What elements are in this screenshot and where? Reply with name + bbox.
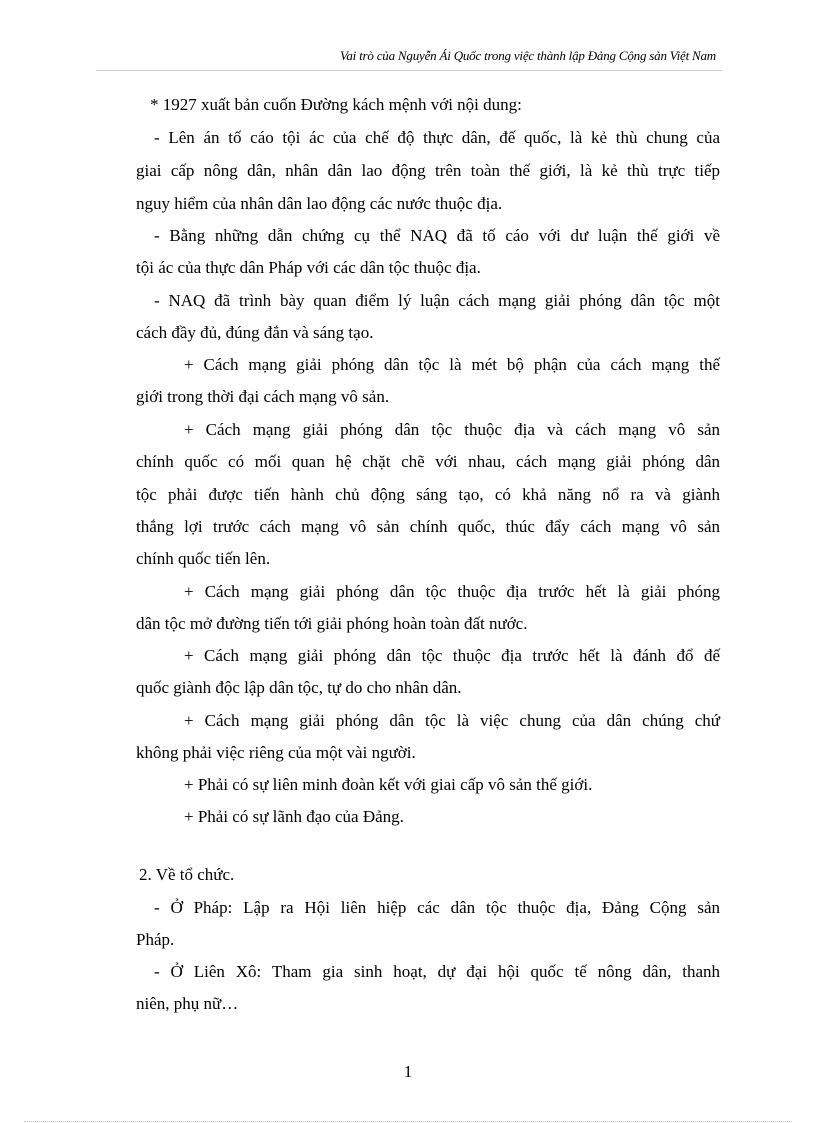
text-line: + Cách mạng giải phóng dân tộc thuộc địa và cách mạng vô sản — [184, 420, 720, 439]
text-line: - Ở Liên Xô: Tham gia sinh hoạt, dự đại hội quốc tế nông dân, thanh — [154, 962, 720, 981]
text-line: chính quốc tiến lên. — [136, 549, 271, 568]
text-line: + Cách mạng giải phóng dân tộc thuộc địa trước hết là giải phóng — [184, 582, 720, 601]
text-line: + Cách mạng giải phóng dân tộc là việc chung của dân chúng chứ — [184, 711, 720, 730]
text-line: - Lên án tố cáo tội ác của chế độ thực dân, đế quốc, là kẻ thù chung của — [154, 128, 720, 147]
text-line: + Phải có sự liên minh đoàn kết với giai cấp vô sản thế giới. — [184, 775, 593, 794]
section-heading: 2. Về tổ chức. — [139, 865, 235, 884]
text-line: + Cách mạng giải phóng dân tộc là mét bộ phận của cách mạng thế — [184, 355, 720, 374]
text-line: cách đầy đủ, đúng đắn và sáng tạo. — [136, 323, 374, 342]
page-number: 1 — [403, 1062, 413, 1081]
text-line: tộc phải được tiến hành chủ động sáng tạo, có khả năng nổ ra và giành — [136, 485, 720, 504]
text-line: Pháp. — [136, 930, 175, 949]
text-line: niên, phụ nữ… — [136, 994, 239, 1013]
text-line: - Ở Pháp: Lập ra Hội liên hiệp các dân tộc thuộc địa, Đảng Cộng sản — [154, 898, 720, 917]
text-line: tội ác của thực dân Pháp với các dân tộc thuộc địa. — [136, 258, 481, 277]
footer-rule — [24, 1121, 792, 1122]
text-line: - Bằng những dẫn chứng cụ thể NAQ đã tố cáo với dư luận thế giới về — [154, 226, 720, 245]
text-line: giới trong thời đại cách mạng vô sản. — [136, 387, 390, 406]
text-line: thắng lợi trước cách mạng vô sản chính quốc, thúc đẩy cách mạng vô sản — [136, 517, 720, 536]
text-line: - NAQ đã trình bày quan điểm lý luận cách mạng giải phóng dân tộc một — [154, 291, 720, 310]
text-line: * 1927 xuất bản cuốn Đường kách mệnh với nội dung: — [150, 95, 522, 114]
text-line: chính quốc có mối quan hệ chặt chẽ với nhau, cách mạng giải phóng dân — [136, 452, 720, 471]
text-line: nguy hiểm của nhân dân lao động các nước thuộc địa. — [136, 194, 503, 213]
text-line: giai cấp nông dân, nhân dân lao động trên toàn thế giới, là kẻ thù trực tiếp — [136, 161, 720, 180]
text-line: + Phải có sự lãnh đạo của Đảng. — [184, 807, 404, 826]
text-line: không phải việc riêng của một vài người. — [136, 743, 416, 762]
text-line: quốc giành độc lập dân tộc, tự do cho nhân dân. — [136, 678, 462, 697]
text-line: + Cách mạng giải phóng dân tộc thuộc địa trước hết là đánh đổ đế — [184, 646, 720, 665]
header-rule — [96, 70, 722, 71]
page-header: Vai trò của Nguyễn Ái Quốc trong việc thành lập Đảng Cộng sản Việt Nam — [340, 48, 716, 63]
text-line: dân tộc mở đường tiến tới giải phóng hoàn toàn đất nước. — [136, 614, 528, 633]
